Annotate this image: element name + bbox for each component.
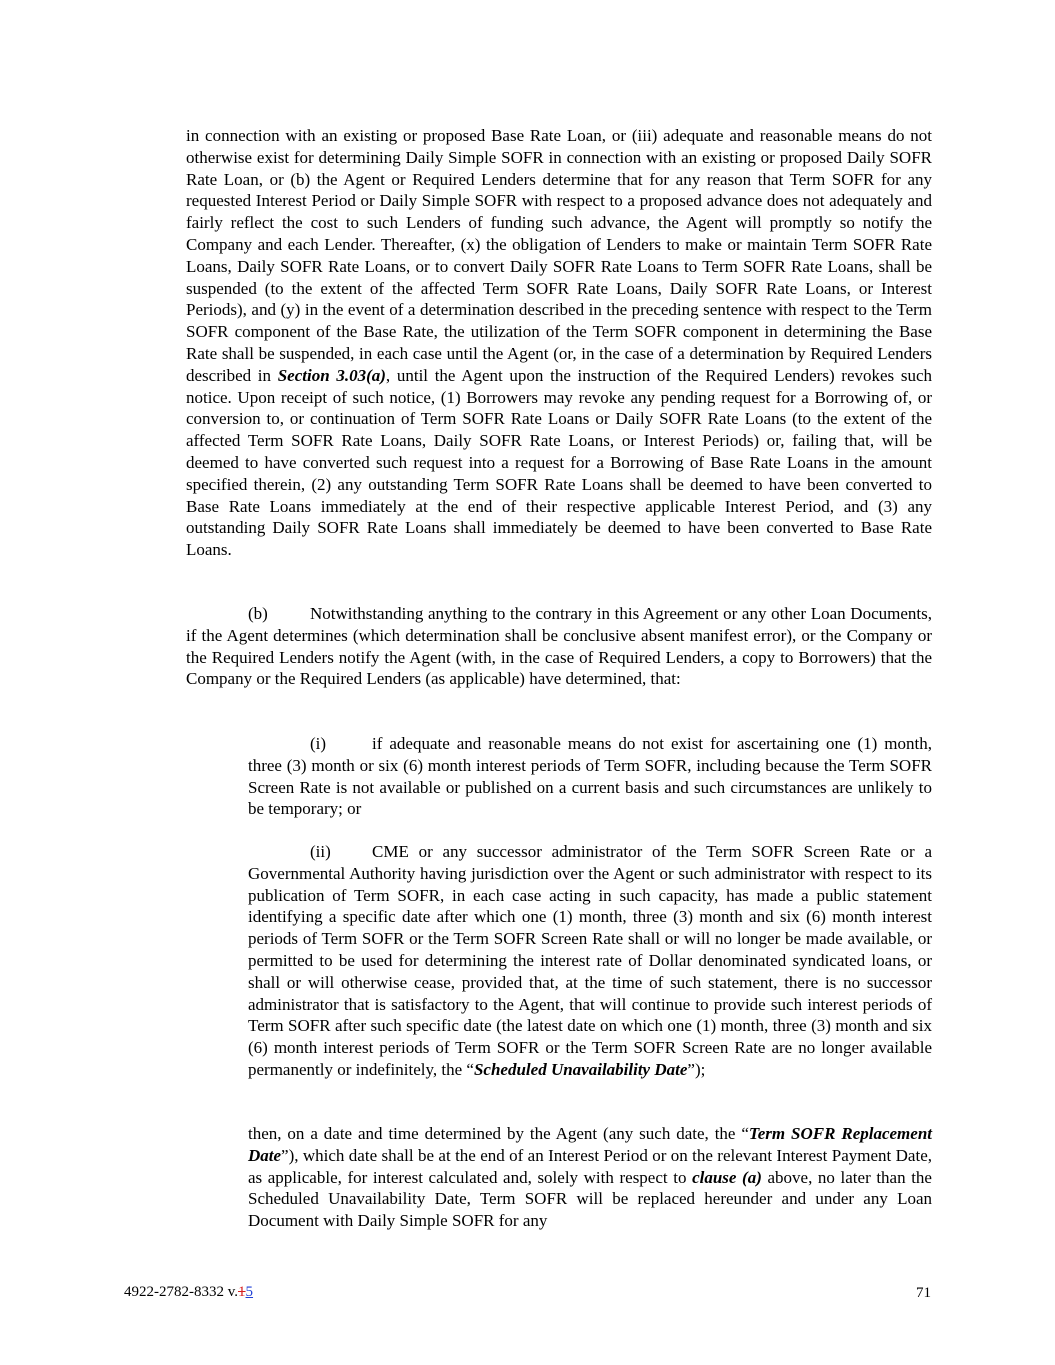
paragraph-continuation xyxy=(186,125,932,561)
defined-term-scheduled-unavailability-date: Scheduled Unavailability Date xyxy=(473,1059,688,1079)
paragraph-b-text: Notwithstanding anything to the contrary in this Agreement or any other Loan Documents, if the Agent determines (which determination shall be conclusive absent manifest error), or the Company or the Required Lenders notify the Agent (with, in the case of Required Lenders, a copy to Borrowers) that the Company or the Required Lenders (as applicable) have determined, that: xyxy=(186,604,932,689)
item-label-ii: (ii) xyxy=(310,842,331,861)
then-text-b: ”), which date shall be at the end of an Interest Period or on the relevant Interest Payment Date, as applicable, for interest calculated and, solely with respect to xyxy=(248,1145,932,1187)
defined-term-replacement-date: Term SOFR Replacement Date xyxy=(248,1124,932,1165)
document-id-footer xyxy=(124,1282,253,1304)
then-paragraph xyxy=(248,1123,932,1232)
item-i-text: if adequate and reasonable means do not exist for ascertaining one (1) month, three (3) month or six (6) month interest periods of Term SOFR, including because the Term SOFR Screen Rate is not available or published on a current basis and such circumstances are unlikely to be temporary; or xyxy=(248,734,932,819)
then-text-a: then, on a date and time determined by the Agent (any such date, the “ xyxy=(248,1124,749,1143)
then-text-c: above, no later than the Scheduled Unavailability Date, Term SOFR will be replaced hereunder and under any Loan Document with Daily Simple SOFR for any xyxy=(248,1167,932,1231)
inserted-version: 5 xyxy=(245,1284,254,1300)
page-number: 71 xyxy=(916,1285,931,1301)
item-label-i: (i) xyxy=(310,734,327,753)
paragraph-b xyxy=(186,603,932,690)
section-reference: Section 3.03(a) xyxy=(277,365,386,385)
paragraph-label-b: (b) xyxy=(248,604,268,623)
document-id: 4922-2782-8332 v. xyxy=(124,1284,239,1300)
item-ii xyxy=(248,841,932,1081)
item-i xyxy=(248,733,932,820)
clause-reference: clause (a) xyxy=(692,1167,762,1187)
item-ii-text: CME or any successor administrator of the Term SOFR Screen Rate or a Governmental Authority having jurisdiction over the Agent or such administrator with respect to its publication of Term SOFR, in each case acting in such capacity, has made a public statement identifying a specific date after which one (1) month, three (3) month and six (6) month interest periods of Term SOFR or the Term SOFR Screen Rate shall or will no longer be made available, or permitted to be used for determining the interest rate of Dollar denominated syndicated loans, or shall or will otherwise cease, provided that, at the time of such statement, there is no successor administrator that is satisfactory to the Agent, that will continue to provide such interest periods of Term SOFR after such specific date (the latest date on which one (1) month, three (3) month and six (6) month interest periods of Term SOFR or the Term SOFR Screen Rate are no longer available permanently or indefinitely, the “ xyxy=(248,842,932,1079)
para1-rest: , until the Agent upon the instruction of the Required Lenders) revokes such notice. Upon receipt of such notice, (1) Borrowers may revoke any pending request for a Borrowing of, or conversion to, or continuation of Term SOFR Rate Loans or Daily SOFR Rate Loans (to the extent of the affected Term SOFR Rate Loans, Daily SOFR Rate Loans, or Interest Periods) or, failing that, will be deemed to have converted such request into a request for a Borrowing of Base Rate Loans in the amount specified therein, (2) any outstanding Term SOFR Rate Loans shall be deemed to have been converted to Base Rate Loans immediately at the end of their respective applicable Interest Period, and (3) any outstanding Daily SOFR Rate Loans shall immediately be deemed to have been converted to Base Rate Loans. xyxy=(186,365,932,560)
deleted-version: 1 xyxy=(238,1284,246,1300)
para1-text: in connection with an existing or proposed Base Rate Loan, or (iii) adequate and reasonable means do not otherwise exist for determining Daily Simple SOFR in connection with an existing or proposed Daily SOFR Rate Loan, or (b) the Agent or Required Lenders determine that for any reason that Term SOFR for any requested Interest Period or Daily Simple SOFR with respect to a proposed advance does not adequately and fairly reflect the cost to such Lenders of funding such advance, the Agent will promptly so notify the Company and each Lender. Thereafter, (x) the obligation of Lenders to make or maintain Term SOFR Rate Loans, Daily SOFR Rate Loans, or to convert Daily SOFR Rate Loans to Term SOFR Rate Loans, shall be suspended (to the extent of the affected Term SOFR Rate Loans, Daily SOFR Rate Loans, or Interest Periods), and (y) in the event of a determination described in the preceding sentence with respect to the Term SOFR component of the Base Rate, the utilization of the Term SOFR component in determining the Base Rate shall be suspended, in each case until the Agent (or, in the case of a determination by Required Lenders described in xyxy=(186,126,932,385)
item-ii-end: ”); xyxy=(687,1059,706,1079)
